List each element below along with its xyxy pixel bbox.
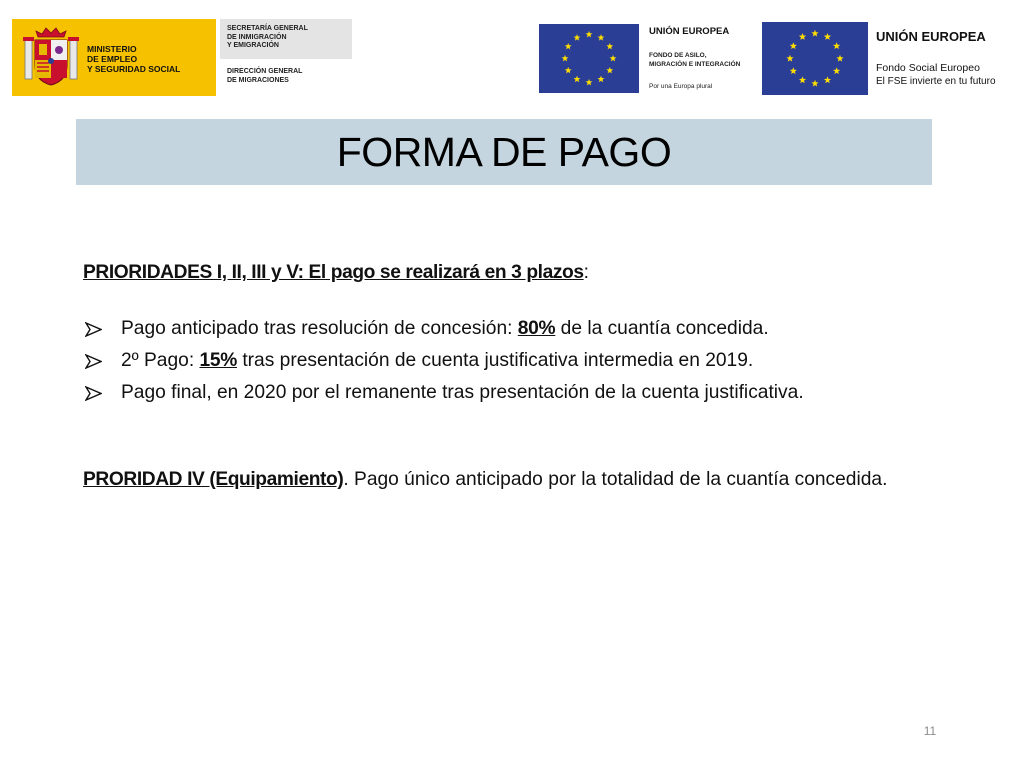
priority-4-paragraph bbox=[83, 465, 963, 495]
eu-asylum-fund-logo bbox=[537, 22, 757, 95]
bullet-text: de la cuantía concedida. bbox=[555, 318, 769, 339]
eu-asylum-motto: Por una Europa plural bbox=[649, 83, 713, 90]
arrow-bullet-icon bbox=[85, 354, 102, 369]
list-item bbox=[83, 313, 963, 345]
payment-list bbox=[83, 313, 963, 409]
bullet-highlight: 80% bbox=[517, 318, 556, 339]
page-title: FORMA DE PAGO bbox=[336, 128, 672, 175]
eu-fse-title: UNIÓN EUROPEA bbox=[876, 29, 986, 44]
secretaria-box bbox=[220, 19, 352, 59]
eu-flag-icon bbox=[539, 24, 639, 93]
priorities-label: PRIORIDADES I, II, III y V: El pago se realizará en 3 plazos bbox=[83, 262, 584, 283]
priorities-suffix: : bbox=[583, 262, 589, 283]
coat-of-arms-icon bbox=[22, 25, 80, 89]
arrow-bullet-icon bbox=[85, 322, 102, 337]
list-item bbox=[83, 377, 963, 409]
priority-4-label: PRORIDAD IV (Equipamiento) bbox=[83, 469, 344, 490]
ministry-name: MINISTERIO DE EMPLEO Y SEGURIDAD SOCIAL bbox=[87, 44, 181, 74]
eu-fse-fund: Fondo Social Europeo bbox=[876, 62, 980, 74]
slide-body bbox=[83, 257, 963, 495]
eu-flag-icon bbox=[762, 22, 868, 95]
bullet-highlight: 15% bbox=[199, 350, 237, 371]
page-number: 11 bbox=[923, 724, 937, 738]
eu-asylum-fund: FONDO DE ASILO, MIGRACIÓN E INTEGRACIÓN bbox=[649, 52, 741, 68]
bullet-text: tras presentación de cuenta justificativa intermedia en 2019. bbox=[237, 350, 754, 371]
title-band bbox=[76, 119, 932, 185]
priorities-heading bbox=[83, 257, 963, 289]
eu-fse-logo bbox=[762, 22, 1010, 95]
priority-4-text: . Pago único anticipado por la totalidad de la cuantía concedida. bbox=[343, 469, 888, 490]
eu-asylum-title: UNIÓN EUROPEA bbox=[649, 26, 730, 37]
direccion-name: DIRECCIÓN GENERAL DE MIGRACIONES bbox=[227, 68, 303, 84]
secretaria-logo bbox=[216, 19, 352, 96]
bullet-text: 2º Pago: bbox=[121, 350, 200, 371]
ministry-logo bbox=[12, 19, 216, 96]
secretaria-name: SECRETARÍA GENERAL DE INMIGRACIÓN Y EMIGRACIÓN bbox=[227, 25, 308, 49]
bullet-text: Pago final, en 2020 por el remanente tras presentación de la cuenta justificativa. bbox=[121, 382, 804, 403]
eu-fse-motto: El FSE invierte en tu futuro bbox=[876, 76, 996, 87]
bullet-text: Pago anticipado tras resolución de concesión: bbox=[121, 318, 518, 339]
list-item bbox=[83, 345, 963, 377]
arrow-bullet-icon bbox=[85, 386, 102, 401]
